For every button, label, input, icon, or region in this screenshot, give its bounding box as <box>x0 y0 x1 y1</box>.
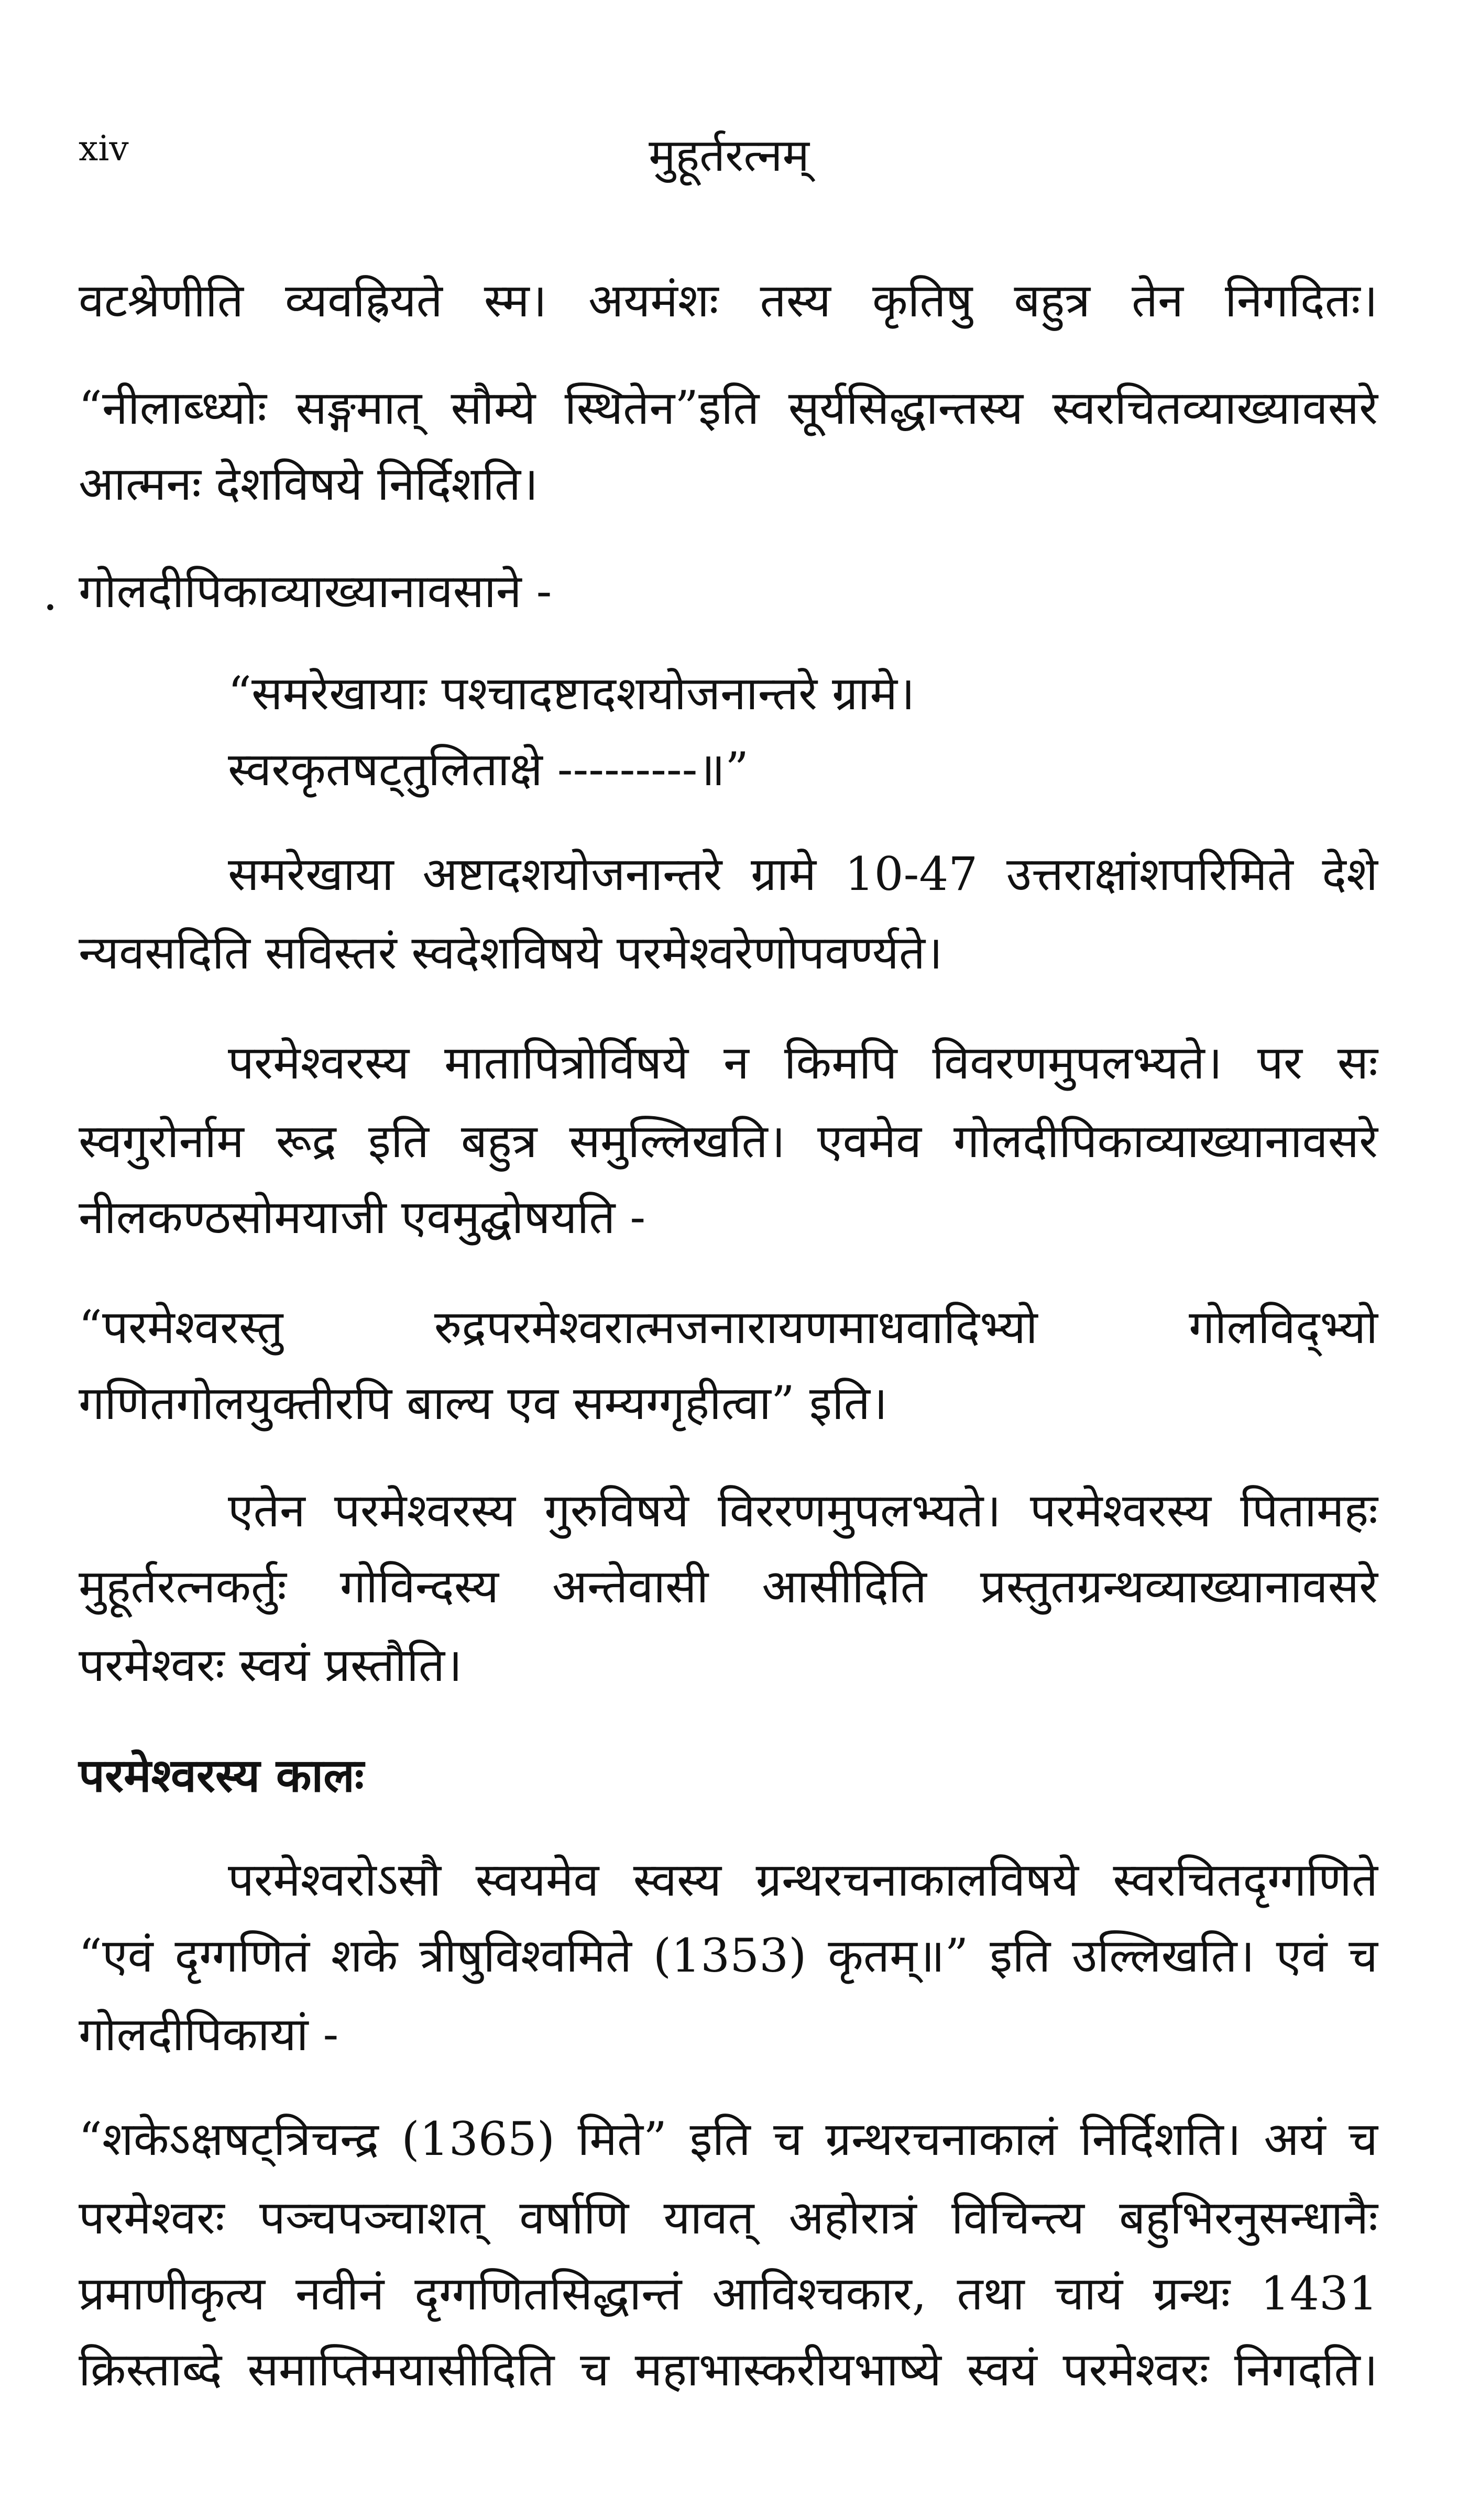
margin-dot: · <box>43 580 58 634</box>
text-line: गोलदीपिकायां - <box>79 2007 339 2061</box>
section-heading: परमेश्वरस्य कालः <box>79 1748 364 1802</box>
running-title: मुहूर्तरत्नम् <box>649 129 809 182</box>
text-line: प्रमाणीकृत्य नवीनं दृग्गणितसिद्धान्तं आविश्चकार, तथा चायं ग्रन्थः 1431 <box>79 2266 1378 2320</box>
text-line: समरेखाया अष्टादशयोजनान्तरे ग्रामे 10-47 उत्तराक्षांशपरिमिते देशे <box>228 847 1378 901</box>
text-line: “नीलाब्ध्योः सङ्गमात् सौम्ये स्थितेन”इति सूर्यसिद्धान्तस्य स्वरचितव्याख्यावसरे <box>79 381 1378 435</box>
text-line: क्रिस्ताब्दे समाप्तिमयासीदिति च महाभास्करीयभाष्ये स्वयं परमेश्वरः निगदति। <box>79 2342 1378 2396</box>
text-line: परमेश्वरोऽसौ स्वयमेव स्वस्य ग्रन्थरचनाकालविषये स्वरचितदृग्गणिते <box>228 1853 1378 1907</box>
text-line: “शकेऽक्षषट्त्रिचन्द्र (1365) मिते” इति च ग्रन्थरचनाकालं निर्दिशति। अयं च <box>79 2112 1378 2166</box>
verse-line: “समरेखायाः पश्चादष्टादशयोजनान्तरे ग्रामे। <box>228 666 915 720</box>
quote-line: गणितगोलयुक्तीरपि बाल्य एव सम्यग्गृहीत्वा” इति। <box>79 1376 888 1430</box>
text-line: आत्मनः देशविषये निर्दिशति। <box>79 457 539 511</box>
text-line: स्वगुरोर्नाम रूद्र इति बहुत्र समुल्लिखति। एवमेव गोलदीपिकाव्याख्यानावसरे <box>79 1114 1378 1168</box>
page-number: xiv <box>79 128 129 169</box>
text-line: एतेन परमेश्वरस्य गुरुविषये विररणमुपलभ्यते। परमेश्वरस्य पितामहः <box>228 1483 1378 1537</box>
text-line: परमेश्वरः स्वयं प्रस्तौति। <box>79 1638 463 1692</box>
text-line: वटश्रेणीति व्यवह्रियते स्म। अयमंशः तस्य कृतिषु बहुत्र तेन निगदितः। <box>79 273 1378 327</box>
quote-line: “परमेश्वरस्तु रुद्रपरमेश्वरात्मजनारायणमाधवादिभ्यो गोलविद्भ्यो <box>79 1300 1378 1354</box>
text-line: परमेश्वरस्य मातापित्रोर्विषये न किमपि विवरणमुपलभ्यते। पर सः <box>228 1036 1378 1090</box>
section-label: गोलदीपिकाव्याख्यानावसाने - <box>79 564 552 618</box>
text-line: परमेश्वरः पञ्चपञ्चाशत् वर्षाणि यावत् अहोरात्रं विचिन्त्य बहुभिरनुसन्धानैः <box>79 2191 1378 2244</box>
text-line: न्यवसदिति सविस्तरं स्वदेशविषये परमेश्वरेणोपवर्ण्यते। <box>79 926 943 980</box>
text-line: मुहूर्तरत्नकर्तुः गोविन्दस्य अन्तेवासी आसीदिति प्रस्तुतग्रन्थव्याख्यानावसरे <box>79 1559 1378 1613</box>
verse-line: स्वरकृतषट्तुलिताक्षे ---------॥” <box>228 742 749 796</box>
text-line: “एवं दृग्गणितं शके त्रीषुविश्वमिते (1353) कृतम्॥” इति उल्लिखति। एवं च <box>79 1929 1378 1983</box>
text-line: नीलकण्ठसोमयाजी एवमुद्घोषयति - <box>79 1190 646 1244</box>
